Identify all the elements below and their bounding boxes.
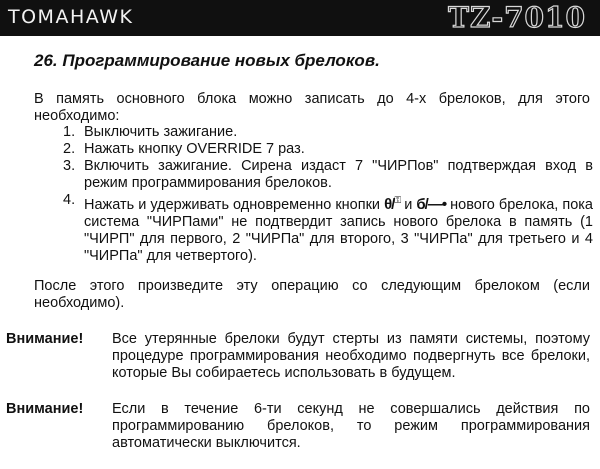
warning-text: Если в течение 6-ти секунд не совершались действия по программированию брелоков, то режим программирования автоматически выключится. xyxy=(112,401,590,451)
step-text: Выключить зажигание. xyxy=(84,124,238,140)
after-paragraph: После этого произведите эту операцию со следующим брелоком (если необходимо). xyxy=(34,278,590,311)
lock-button-icon: θ/⚿ xyxy=(384,195,401,213)
step-text: Нажать кнопку OVERRIDE 7 раз. xyxy=(84,141,305,157)
step-text: Включить зажигание. Сирена издаст 7 "ЧИРПов" подтверждая вход в режим программирования брелоков. xyxy=(84,158,593,191)
warning-label: Внимание! xyxy=(6,401,84,417)
unlock-button-icon: б/—• xyxy=(416,196,447,213)
step-item xyxy=(63,192,593,265)
step-item xyxy=(63,158,593,192)
brand-name: TOMAHAWK xyxy=(8,6,134,28)
steps-list xyxy=(63,124,593,265)
warning-label: Внимание! xyxy=(6,331,84,347)
step-number: 4. xyxy=(63,192,76,208)
intro-paragraph: В память основного блока можно записать до 4-х брелоков, для этого необходимо: xyxy=(34,91,590,124)
model-name: TZ-7010 xyxy=(448,1,586,34)
step-item xyxy=(63,124,593,141)
section-title: 26. Программирование новых брелоков. xyxy=(34,51,380,70)
step-number: 1. xyxy=(63,124,76,140)
step-text-after: нового брелока, пока система "ЧИРПами" не подтвердит запись нового брелока в память (1 "ЧИРП" для первого, 2 "ЧИРПа" для второго, 3 "ЧИРПа" для третьего и 4 "ЧИРПа" для четвертого). xyxy=(84,197,593,264)
step-number: 2. xyxy=(63,141,76,157)
step-item xyxy=(63,141,593,158)
page-header xyxy=(0,0,600,36)
step-text-before: Нажать и удерживать одновременно кнопки xyxy=(84,197,381,213)
step-text-and: и xyxy=(404,197,413,213)
step-number: 3. xyxy=(63,158,76,174)
warning-text: Все утерянные брелоки будут стерты из памяти системы, поэтому процедуре программирования необходимо подвергнуть все брелоки, которые Вы собираетесь использовать в будущем. xyxy=(112,331,590,381)
